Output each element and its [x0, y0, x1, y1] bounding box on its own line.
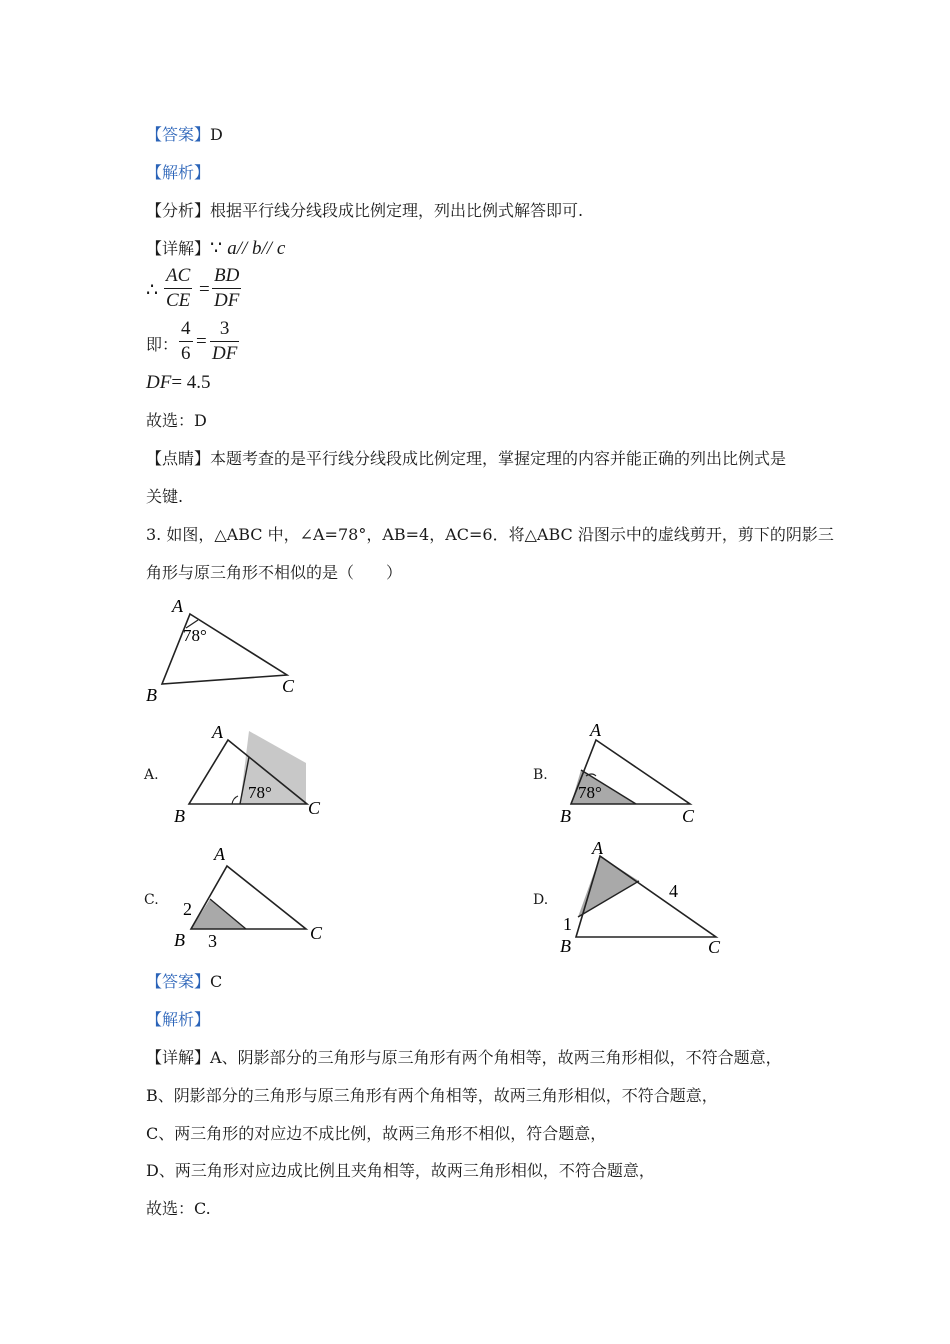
question-line-1: 3. 如图，△ABC 中，∠A=78°，AB=4，AC=6．将△ABC 沿图示中的虚线剪开，剪下的阴影三 — [146, 525, 834, 544]
answer-tag: 【答案】 — [146, 125, 211, 144]
choose-line-2: 故选：C. — [146, 1199, 211, 1218]
denominator: 6 — [181, 343, 191, 364]
vertex-a: A — [172, 596, 183, 616]
fenxi-text: 根据平行线分线段成比例定理，列出比例式解答即可. — [210, 201, 584, 220]
vertex-b: B — [560, 806, 571, 826]
option-a-label[interactable]: A. — [144, 767, 159, 783]
explain-c: C、两三角形的对应边不成比例，故两三角形不相似，符合题意， — [146, 1124, 607, 1143]
because-symbol: ∵ — [210, 238, 223, 259]
fraction-4-6 — [179, 318, 193, 365]
angle-label: 78° — [248, 783, 272, 802]
dianjing-tag: 【点睛】 — [146, 449, 211, 468]
equals-sign: = — [199, 279, 210, 300]
option-a-figure[interactable] — [170, 718, 340, 828]
choose-line-1: 故选：D — [146, 411, 207, 430]
fenxi-line — [146, 201, 583, 221]
xiangjie-tag: 【详解】 — [146, 239, 211, 258]
numerator: BD — [214, 265, 240, 286]
numerator: 3 — [219, 318, 230, 339]
xiangjie-line-2 — [146, 1048, 782, 1068]
angle-label: 78° — [183, 626, 207, 645]
equals-sign: = — [196, 331, 207, 352]
question-line-2: 角形与原三角形不相似的是（ ） — [146, 563, 403, 582]
df-lhs: DF — [146, 372, 172, 393]
answer-value: D — [210, 125, 223, 144]
option-b-label[interactable]: B. — [533, 767, 548, 783]
option-b-figure[interactable] — [556, 718, 726, 828]
vertex-a: A — [590, 720, 601, 740]
vertex-b: B — [560, 936, 571, 956]
fraction-3-df — [210, 318, 239, 365]
parallel-expr: a// b// c — [227, 238, 286, 259]
triangle-abc — [162, 614, 287, 684]
ji-prefix: 即： — [146, 335, 179, 354]
vertex-c: C — [282, 676, 295, 696]
vertex-c: C — [310, 923, 323, 943]
numerator: AC — [166, 265, 191, 286]
vertex-c: C — [308, 798, 321, 818]
fenxi-tag: 【分析】 — [146, 201, 211, 220]
analysis-tag: 【解析】 — [146, 163, 211, 182]
vertex-c: C — [708, 937, 721, 956]
vertex-b: B — [146, 685, 157, 705]
vertex-a: A — [592, 838, 603, 858]
side-label-2: 2 — [183, 899, 192, 919]
option-c-figure[interactable] — [170, 842, 340, 952]
explain-b: B、阴影部分的三角形与原三角形有两个角相等，故两三角形相似，不符合题意， — [146, 1086, 718, 1105]
main-triangle-figure — [140, 592, 320, 707]
answer-line-2 — [146, 972, 222, 992]
vertex-a: A — [212, 722, 223, 742]
dianjing-line-2: 关键. — [146, 487, 184, 506]
analysis-line-2 — [146, 1010, 210, 1030]
denominator: DF — [212, 343, 238, 364]
answer-line-1 — [146, 125, 223, 145]
explain-d: D、两三角形对应边成比例且夹角相等，故两三角形相似，不符合题意， — [146, 1161, 655, 1180]
angle-label: 78° — [578, 783, 602, 802]
vertex-a: A — [214, 844, 225, 864]
option-d-label[interactable]: D. — [533, 892, 549, 908]
denominator: CE — [166, 290, 191, 311]
vertex-b: B — [174, 806, 185, 826]
denominator: DF — [214, 290, 240, 311]
equation-3 — [146, 373, 211, 393]
xiangjie-line-1 — [146, 239, 285, 259]
answer-tag: 【答案】 — [146, 972, 211, 991]
side-label-3: 3 — [208, 931, 217, 951]
xiangjie-text: A、阴影部分的三角形与原三角形有两个角相等，故两三角形相似，不符合题意， — [210, 1048, 782, 1067]
xiangjie-tag: 【详解】 — [146, 1048, 211, 1067]
dianjing-line-1 — [146, 449, 786, 469]
option-c-label[interactable]: C. — [144, 892, 159, 908]
fraction-ac-ce — [164, 265, 192, 312]
analysis-line-1 — [146, 163, 210, 183]
dianjing-text-1: 本题考查的是平行线分线段成比例定理，掌握定理的内容并能正确的列出比例式是 — [210, 449, 787, 468]
therefore-symbol: ∴ — [146, 280, 159, 301]
df-rhs: = 4.5 — [171, 372, 211, 393]
fraction-bd-df — [212, 265, 241, 312]
angle-arc — [232, 796, 238, 804]
numerator: 4 — [181, 318, 191, 339]
side-label-4: 4 — [669, 881, 678, 901]
vertex-c: C — [682, 806, 695, 826]
vertex-b: B — [174, 930, 185, 950]
analysis-tag: 【解析】 — [146, 1010, 211, 1029]
option-d-figure[interactable] — [556, 836, 736, 956]
answer-value: C — [210, 972, 223, 991]
side-label-1: 1 — [563, 914, 572, 934]
